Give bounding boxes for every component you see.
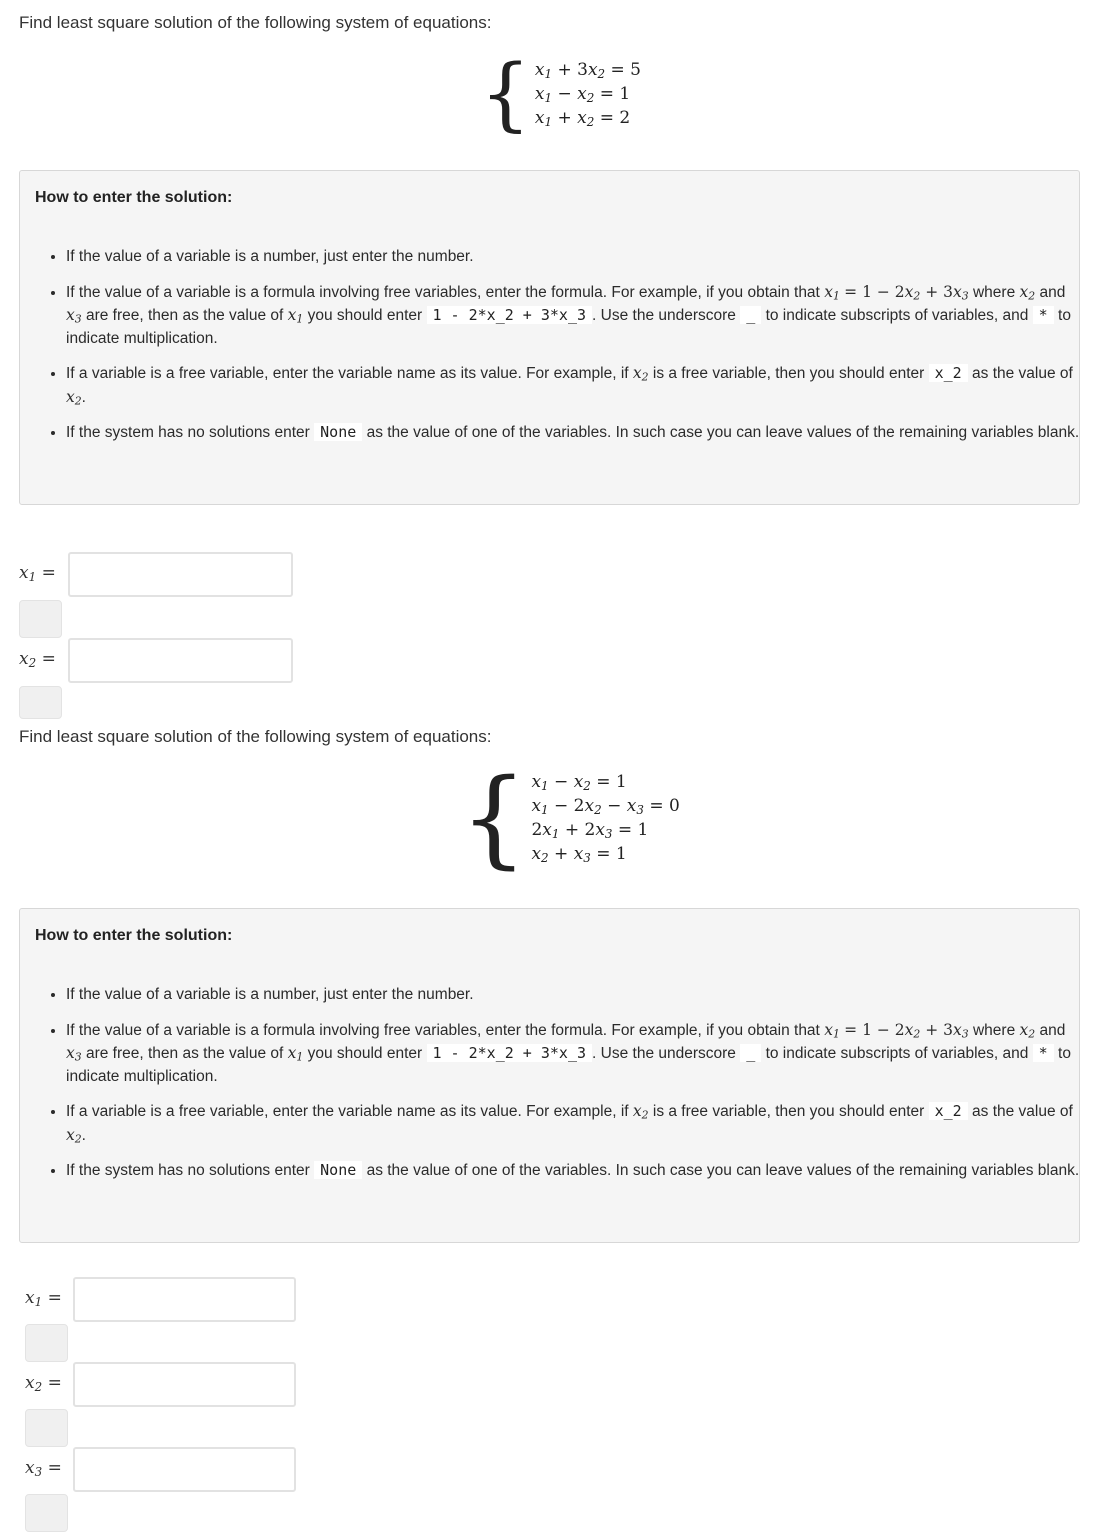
problem-1-prompt: Find least square solution of the following system of equations: xyxy=(19,13,492,32)
problem-2-prompt: Find least square solution of the following system of equations: xyxy=(19,727,492,746)
underscore-code: _ xyxy=(740,306,761,324)
free-var-code: x_2 xyxy=(929,364,968,382)
left-brace: { xyxy=(460,756,528,879)
help-box-1 xyxy=(19,170,1080,505)
none-code: None xyxy=(314,1161,362,1179)
help-bullet-4: • If the system has no solutions enter None as the value of one of the variables. In such case you can leave values of the remaining variables blank. xyxy=(66,1159,1080,1183)
help-list xyxy=(20,246,1080,457)
p1-x1-input[interactable] xyxy=(68,552,293,597)
help-bullet-2: • If the value of a variable is a formula involving free variables, enter the formula. For example, if you obtain that $x_1 = 1 - 2x_2 + 3x_3$ where $x_2$ and $x_3$ are free, then as the value of $x_1$ you should enter 1 - 2*x_2 + 3*x_3 . Use the underscore _ to indicate subscripts of variables, and * to indicate multiplication. xyxy=(66,1019,1080,1089)
p2-x3-check-button[interactable] xyxy=(25,1494,68,1532)
equation-2: $x_1 - x_2 = 1$ xyxy=(534,84,631,105)
p1-x2-check-button[interactable] xyxy=(19,686,62,719)
example-code: 1 - 2*x_2 + 3*x_3 xyxy=(427,1044,593,1062)
help-bullet-3: • If a variable is a free variable, enter the variable name as its value. For example, if $x_2$ is a free variable, then you should enter x_2 as the value of $x_2$. xyxy=(66,362,1080,409)
help-bullet-4: • If the system has no solutions enter None as the value of one of the variables. In such case you can leave values of the remaining variables blank. xyxy=(66,421,1080,445)
p2-x2-check-button[interactable] xyxy=(25,1409,68,1447)
free-var-code: x_2 xyxy=(929,1102,968,1120)
left-brace: { xyxy=(480,47,531,140)
none-code: None xyxy=(314,423,362,441)
equation-4: $x_2 + x_3 = 1$ xyxy=(531,844,627,865)
help-title: How to enter the solution: xyxy=(35,189,233,206)
problem-2-system xyxy=(460,756,680,879)
star-code: * xyxy=(1033,1044,1054,1062)
help-box-2 xyxy=(19,908,1080,1243)
equation-2: $x_1 - 2x_2 - x_3 = 0$ xyxy=(531,796,680,817)
p2-x3-input[interactable] xyxy=(73,1447,296,1492)
p2-x2-input[interactable] xyxy=(73,1362,296,1407)
p2-x3-label: $x_3$ = xyxy=(25,1458,62,1479)
help-bullet-3: • If a variable is a free variable, enter the variable name as its value. For example, if $x_2$ is a free variable, then you should enter x_2 as the value of $x_2$. xyxy=(66,1100,1080,1147)
equation-list xyxy=(531,770,679,866)
underscore-code: _ xyxy=(740,1044,761,1062)
help-title: How to enter the solution: xyxy=(35,927,233,944)
p2-x1-label: $x_1$ = xyxy=(25,1288,62,1309)
p2-x1-check-button[interactable] xyxy=(25,1324,68,1362)
help-bullet-2: • If the value of a variable is a formula involving free variables, enter the formula. For example, if you obtain that $x_1 = 1 - 2x_2 + 3x_3$ where $x_2$ and $x_3$ are free, then as the value of $x_1$ you should enter 1 - 2*x_2 + 3*x_3 . Use the underscore _ to indicate subscripts of variables, and * to indicate multiplication. xyxy=(66,281,1080,351)
p1-x1-label: $x_1$ = xyxy=(19,563,56,584)
p1-x2-input[interactable] xyxy=(68,638,293,683)
equation-list xyxy=(535,58,641,130)
equation-3: $2x_1 + 2x_3 = 1$ xyxy=(531,820,649,841)
star-code: * xyxy=(1033,306,1054,324)
example-code: 1 - 2*x_2 + 3*x_3 xyxy=(427,306,593,324)
p1-x2-label: $x_2$ = xyxy=(19,649,56,670)
help-bullet-1: • If the value of a variable is a number, just enter the number. xyxy=(66,246,1080,269)
help-bullet-1: • If the value of a variable is a number, just enter the number. xyxy=(66,984,1080,1007)
p2-x2-label: $x_2$ = xyxy=(25,1373,62,1394)
p2-x1-input[interactable] xyxy=(73,1277,296,1322)
equation-1: $x_1 - x_2 = 1$ xyxy=(531,772,627,793)
problem-1-system xyxy=(480,47,641,140)
p1-x1-check-button[interactable] xyxy=(19,600,62,638)
equation-1: $x_1 + 3x_2 = 5$ xyxy=(534,60,641,81)
equation-3: $x_1 + x_2 = 2$ xyxy=(534,108,631,129)
help-list xyxy=(20,984,1080,1195)
